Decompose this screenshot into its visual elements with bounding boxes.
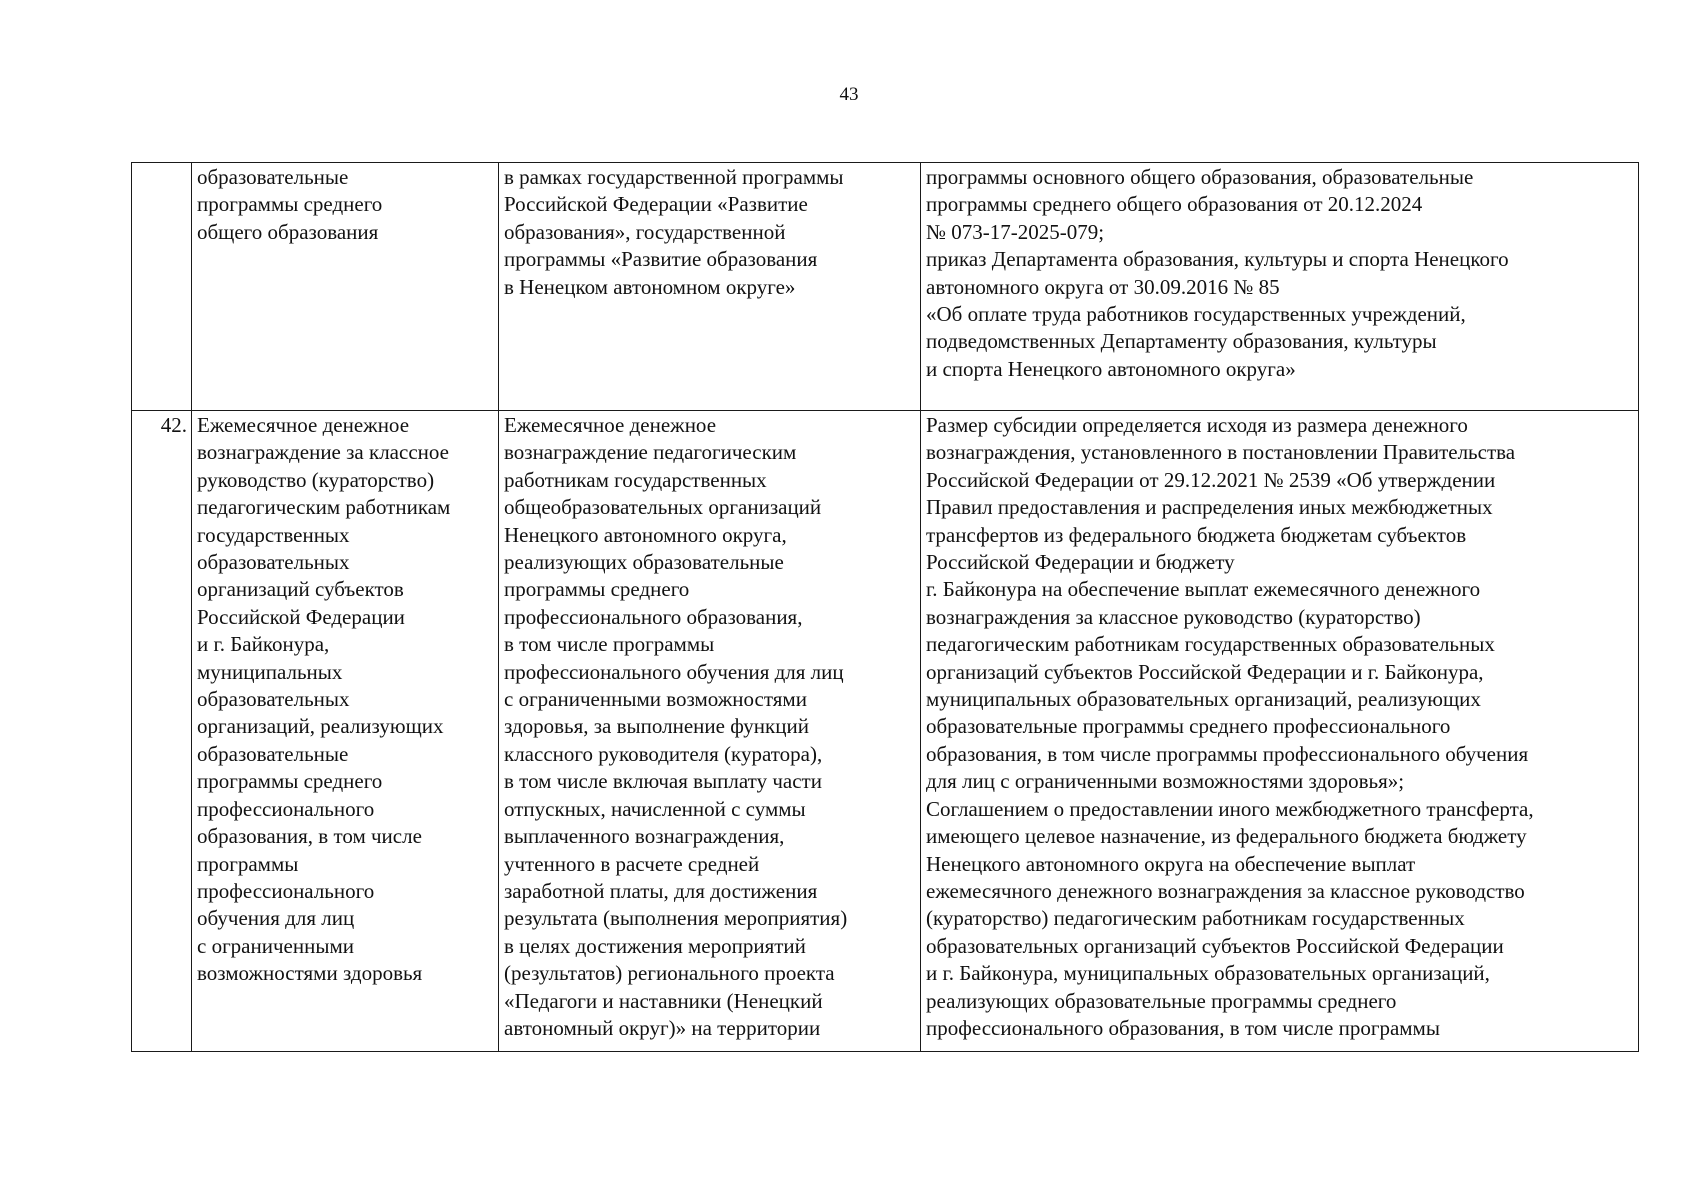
text-line: возможностями здоровья: [197, 961, 423, 986]
text-line: в рамках государственной программы: [504, 165, 844, 189]
text-line: обучения для лиц: [197, 906, 355, 931]
text-line: и г. Байконура,: [197, 632, 330, 657]
text-line: ежемесячного денежного вознаграждения за классное руководство: [926, 878, 1525, 903]
text-line: «Педагоги и наставники (Ненецкий: [504, 988, 823, 1013]
row-number-cell: 42.: [132, 411, 192, 1052]
text-line: отпускных, начисленной с суммы: [504, 796, 806, 821]
text-line: организаций субъектов: [197, 577, 404, 602]
text-line: Российской Федерации и бюджету: [926, 550, 1235, 575]
text-line: программы среднего: [504, 577, 690, 602]
text-line: автономного округа от 30.09.2016 № 85: [926, 274, 1280, 299]
text-line: здоровья, за выполнение функций: [504, 714, 809, 739]
row-number-cell: [132, 163, 192, 411]
text-line: «Об оплате труда работников государственных учреждений,: [926, 302, 1466, 327]
text-line: Российской Федерации от 29.12.2021 № 2539 «Об утверждении: [926, 467, 1496, 492]
text-line: образовательных организаций субъектов Российской Федерации: [926, 933, 1504, 958]
text-line: в целях достижения мероприятий: [504, 933, 806, 958]
text-line: Соглашением о предоставлении иного межбюджетного трансферта,: [926, 796, 1534, 821]
text-line: Правил предоставления и распределения иных межбюджетных: [926, 495, 1493, 520]
text-line: работникам государственных: [504, 467, 767, 492]
text-line: образования, в том числе программы профессионального обучения: [926, 741, 1529, 766]
row-name-cell: [192, 411, 499, 1052]
table-row: [132, 163, 1639, 411]
text-line: образовательные: [197, 165, 349, 189]
text-line: общеобразовательных организаций: [504, 495, 822, 520]
text-line: образовательных: [197, 550, 350, 575]
text-line: общего образования: [197, 219, 379, 244]
text-line: Ненецкого автономного округа на обеспечение выплат: [926, 851, 1416, 876]
text-line: программы среднего: [197, 192, 383, 217]
text-line: вознаграждение за классное: [197, 440, 449, 465]
row-basis-cell: [921, 163, 1639, 411]
text-line: (результатов) регионального проекта: [504, 961, 835, 986]
text-line: трансфертов из федерального бюджета бюджетам субъектов: [926, 522, 1467, 547]
text-line: в том числе включая выплату части: [504, 769, 822, 794]
document-table: [131, 162, 1639, 1052]
text-line: приказ Департамента образования, культуры и спорта Ненецкого: [926, 247, 1509, 272]
text-line: профессионального: [197, 878, 375, 903]
text-line: программы среднего общего образования от 20.12.2024: [926, 192, 1423, 217]
text-line: подведомственных Департаменту образования, культуры: [926, 329, 1437, 354]
text-line: профессионального образования, в том числе программы: [926, 1015, 1440, 1040]
text-line: профессионального: [197, 796, 375, 821]
text-line: результата (выполнения мероприятия): [504, 906, 848, 931]
text-line: с ограниченными: [197, 933, 354, 958]
text-line: профессионального образования,: [504, 604, 803, 629]
text-line: реализующих образовательные программы среднего: [926, 988, 1397, 1013]
row-name-cell: [192, 163, 499, 411]
page-number: 43: [839, 84, 859, 105]
text-line: Ежемесячное денежное: [504, 413, 717, 437]
text-line: вознаграждение педагогическим: [504, 440, 797, 465]
text-line: образования», государственной: [504, 219, 786, 244]
row-purpose-cell: [499, 163, 921, 411]
text-line: с ограниченными возможностями: [504, 687, 807, 712]
text-line: Ежемесячное денежное: [197, 413, 410, 437]
text-line: имеющего целевое назначение, из федерального бюджета бюджету: [926, 824, 1527, 849]
text-line: учтенного в расчете средней: [504, 851, 760, 876]
text-line: программы основного общего образования, образовательные: [926, 165, 1474, 189]
text-line: муниципальных образовательных организаций, реализующих: [926, 687, 1481, 712]
text-line: и спорта Ненецкого автономного округа»: [926, 356, 1296, 381]
row-purpose-cell: [499, 411, 921, 1052]
text-line: педагогическим работникам государственных образовательных: [926, 632, 1495, 657]
text-line: в том числе программы: [504, 632, 715, 657]
text-line: организаций, реализующих: [197, 714, 444, 739]
text-line: программы «Развитие образования: [504, 247, 818, 272]
text-line: классного руководителя (куратора),: [504, 741, 823, 766]
table-row: [132, 411, 1639, 1052]
text-line: организаций субъектов Российской Федерации и г. Байконура,: [926, 659, 1484, 684]
text-line: образовательные программы среднего профессионального: [926, 714, 1451, 739]
text-line: № 073-17-2025-079;: [926, 219, 1105, 244]
text-line: руководство (кураторство): [197, 467, 435, 492]
text-line: Российской Федерации: [197, 604, 405, 629]
text-line: программы: [197, 851, 299, 876]
text-line: автономный округ)» на территории: [504, 1015, 821, 1040]
text-line: (кураторство) педагогическим работникам государственных: [926, 906, 1465, 931]
text-line: образовательных: [197, 687, 350, 712]
text-line: муниципальных: [197, 659, 343, 684]
text-line: заработной платы, для достижения: [504, 878, 818, 903]
text-line: педагогическим работникам: [197, 495, 451, 520]
text-line: Ненецкого автономного округа,: [504, 522, 787, 547]
text-line: Российской Федерации «Развитие: [504, 192, 808, 217]
text-line: для лиц с ограниченными возможностями здоровья»;: [926, 769, 1405, 794]
row-basis-cell: [921, 411, 1639, 1052]
text-line: образования, в том числе: [197, 824, 422, 849]
text-line: образовательные: [197, 741, 349, 766]
text-line: и г. Байконура, муниципальных образовательных организаций,: [926, 961, 1490, 986]
text-line: в Ненецком автономном округе»: [504, 274, 796, 299]
text-line: реализующих образовательные: [504, 550, 784, 575]
text-line: г. Байконура на обеспечение выплат ежемесячного денежного: [926, 577, 1481, 602]
text-line: государственных: [197, 522, 350, 547]
text-line: программы среднего: [197, 769, 383, 794]
text-line: профессионального обучения для лиц: [504, 659, 844, 684]
text-line: вознаграждения за классное руководство (кураторство): [926, 604, 1421, 629]
text-line: выплаченного вознаграждения,: [504, 824, 785, 849]
text-line: Размер субсидии определяется исходя из размера денежного: [926, 413, 1468, 437]
text-line: вознаграждения, установленного в постановлении Правительства: [926, 440, 1516, 465]
